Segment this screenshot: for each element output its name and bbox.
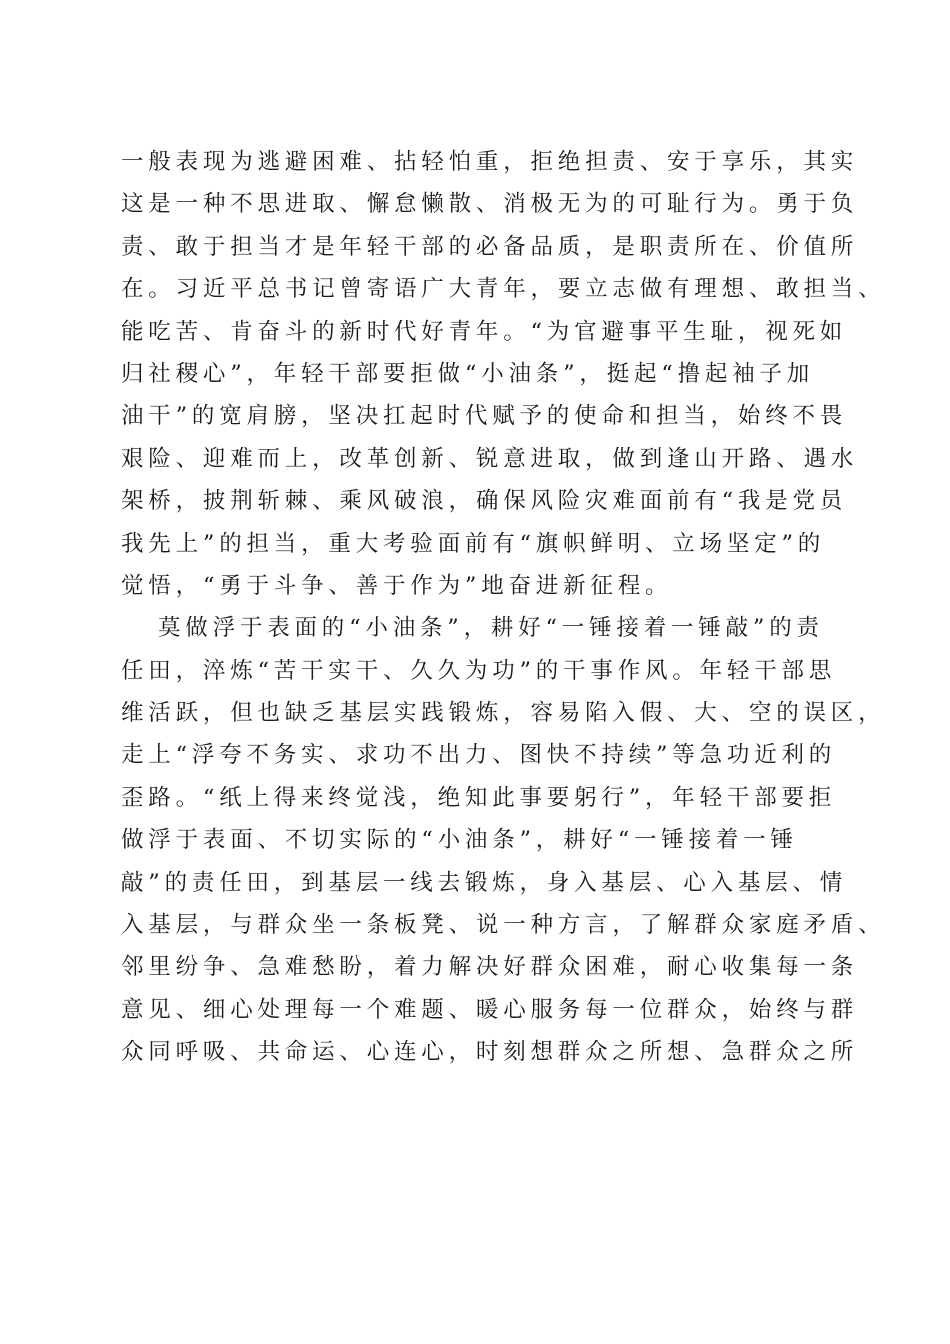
text-line: 架桥，披荆斩棘、乘风破浪，确保风险灾难面前有“我是党员 <box>121 488 848 515</box>
text-line: 敲”的责任田，到基层一线去锻炼，身入基层、心入基层、情 <box>121 869 848 896</box>
text-line: 维活跃，但也缺乏基层实践锻炼，容易陷入假、大、空的误区， <box>121 700 886 727</box>
paragraph-1 <box>121 141 886 607</box>
text-line: 入基层，与群众坐一条板凳、说一种方言，了解群众家庭矛盾、 <box>121 912 886 939</box>
text-line: 众同呼吸、共命运、心连心，时刻想群众之所想、急群众之所 <box>121 1039 859 1066</box>
text-line: 邻里纷争、急难愁盼，着力解决好群众困难，耐心收集每一条 <box>121 954 859 981</box>
text-line: 莫做浮于表面的“小油条”，耕好“一锤接着一锤敲”的责 <box>158 615 824 642</box>
text-line: 艰险、迎难而上，改革创新、锐意进取，做到逢山开路、遇水 <box>121 445 859 472</box>
text-line: 能吃苦、肯奋斗的新时代好青年。“为官避事平生耻，视死如 <box>121 318 848 345</box>
text-line: 归社稷心”，年轻干部要拒做“小油条”，挺起“撸起袖子加 <box>121 360 815 387</box>
text-line: 这是一种不思进取、懈怠懒散、消极无为的可耻行为。勇于负 <box>121 191 859 218</box>
text-line: 走上“浮夸不务实、求功不出力、图快不持续”等急功近利的 <box>121 742 837 769</box>
text-line: 在。习近平总书记曾寄语广大青年，要立志做有理想、敢担当、 <box>121 276 886 303</box>
text-line: 我先上”的担当，重大考验面前有“旗帜鲜明、立场坚定”的 <box>121 530 826 557</box>
text-line: 意见、细心处理每一个难题、暖心服务每一位群众，始终与群 <box>121 996 859 1023</box>
paragraph-2 <box>121 607 886 1073</box>
text-line: 一般表现为逃避困难、拈轻怕重，拒绝担责、安于享乐，其实 <box>121 149 859 175</box>
text-line: 歪路。“纸上得来终觉浅，绝知此事要躬行”，年轻干部要拒 <box>121 784 837 811</box>
text-line: 油干”的宽肩膀，坚决扛起时代赋予的使命和担当，始终不畏 <box>121 403 848 430</box>
text-line: 任田，淬炼“苦干实干、久久为功”的干事作风。年轻干部思 <box>121 657 837 684</box>
body-text <box>121 141 886 1074</box>
text-line: 责、敢于担当才是年轻干部的必备品质，是职责所在、价值所 <box>121 233 859 260</box>
text-line: 觉悟，“勇于斗争、善于作为”地奋进新征程。 <box>121 572 673 599</box>
text-line: 做浮于表面、不切实际的“小油条”，耕好“一锤接着一锤 <box>121 827 798 854</box>
